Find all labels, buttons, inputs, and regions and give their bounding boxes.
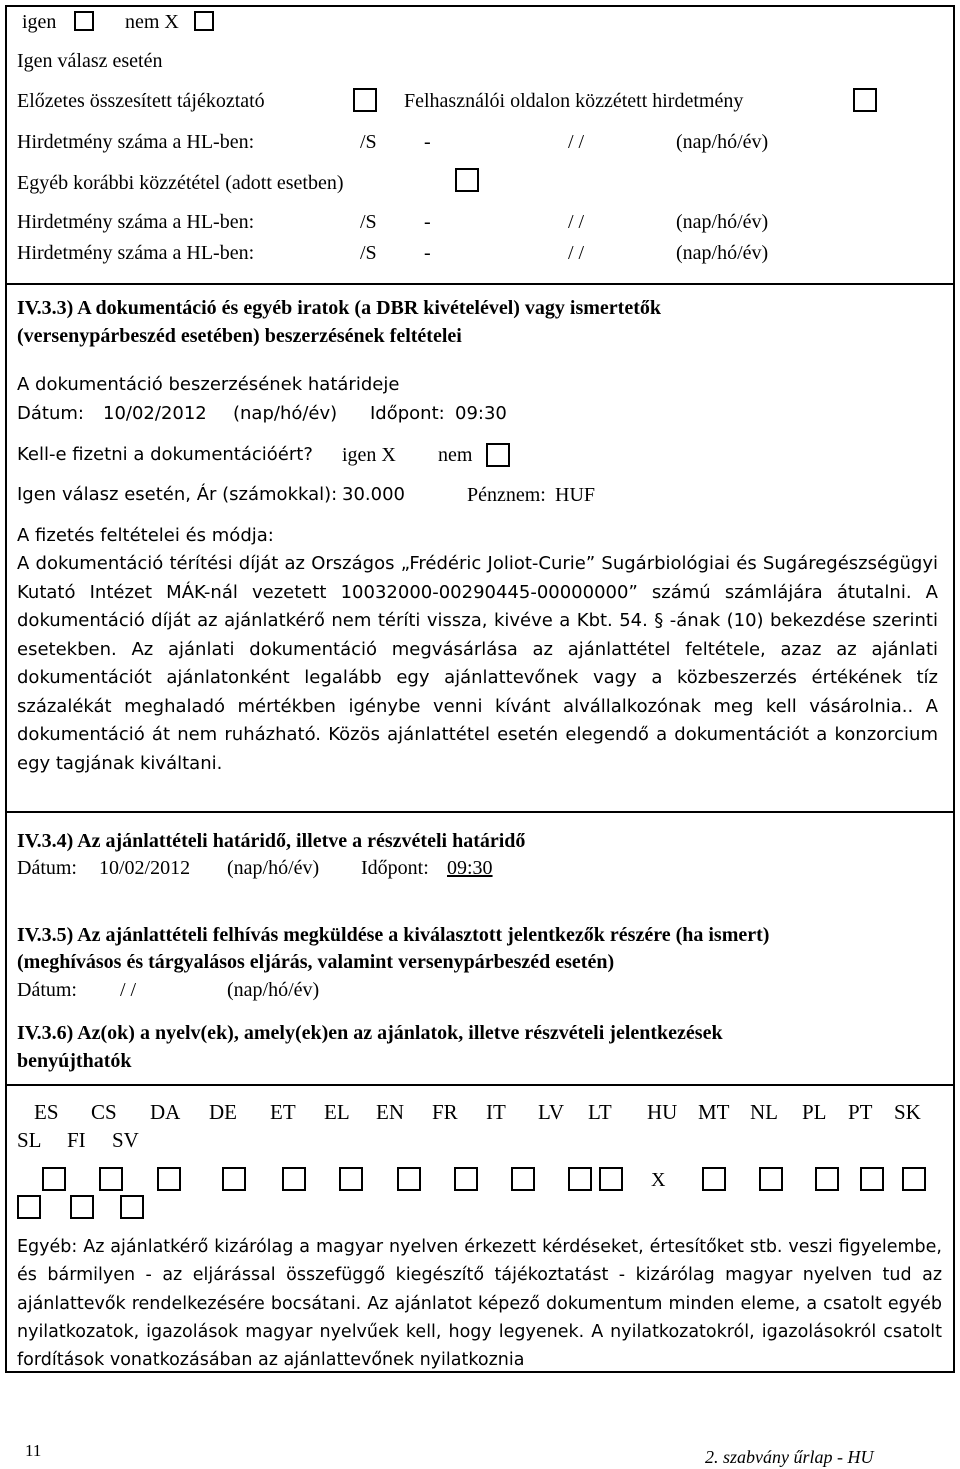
notice-date-slashes: / / bbox=[568, 211, 585, 233]
time-label: Időpont: bbox=[370, 403, 445, 424]
bid-deadline-date: 10/02/2012 bbox=[99, 857, 191, 879]
language-code: EL bbox=[324, 1100, 350, 1124]
if-yes-label: Igen válasz esetén bbox=[17, 50, 163, 72]
language-code: ES bbox=[34, 1100, 59, 1124]
prior-info-checkbox[interactable] bbox=[353, 88, 377, 112]
notice-dash: - bbox=[424, 211, 431, 233]
language-checkbox[interactable] bbox=[339, 1167, 363, 1191]
notice-s: /S bbox=[360, 131, 377, 153]
language-code: PT bbox=[848, 1100, 873, 1124]
payment-terms-text: A dokumentáció térítési díját az Országos „Frédéric Joliot-Curie” Sugárbiológiai és Sugáregészségügyi Kutató Intézet MÁK-nál vezetett 10032000-00290445-00000000” számú számlájára átutalni. A dokumentáció díját az ajánlatkérő nem téríti vissza, kivéve a Kbt. 54. § -ának (10) bekezdése szerinti esetekben. Az ajánlati dokumentáció megvásárlása az ajánlattétel feltétele, azaz az ajánlati dokumentációt ajánlatonként legalább egy ajánlattevőnek vagy a közbeszerzés értékének tíz százalékát meghaladó mértékben igénybe venni kívánt alvállalkozónak meg kell vásárolnia.. A dokumentáció át nem ruházható. Közös ajánlattétel esetén elegendő a dokumentációt a konzorcium egy tagjának kiváltani. bbox=[17, 553, 938, 774]
language-checkbox[interactable] bbox=[99, 1167, 123, 1191]
language-checkbox[interactable] bbox=[902, 1167, 926, 1191]
currency-value: HUF bbox=[555, 484, 596, 506]
no-label: nem X bbox=[125, 11, 179, 33]
date-label: Dátum: bbox=[17, 857, 77, 879]
language-code: SK bbox=[894, 1100, 921, 1124]
language-code: HU bbox=[647, 1100, 678, 1124]
notice-number-label: Hirdetmény száma a HL-ben: bbox=[17, 242, 255, 264]
invitation-date: / / bbox=[120, 979, 137, 1001]
notice-number-label: Hirdetmény száma a HL-ben: bbox=[17, 131, 255, 153]
language-checkbox[interactable] bbox=[815, 1167, 839, 1191]
date-format: (nap/hó/év) bbox=[227, 979, 320, 1001]
divider-before-languages bbox=[5, 1084, 955, 1086]
date-label: Dátum: bbox=[17, 403, 84, 424]
doc-deadline-label: A dokumentáció beszerzésének határideje bbox=[17, 374, 400, 395]
language-code: LT bbox=[588, 1100, 612, 1124]
language-code: NL bbox=[750, 1100, 778, 1124]
language-code: FR bbox=[432, 1100, 458, 1124]
language-checkbox[interactable] bbox=[759, 1167, 783, 1191]
language-code: ET bbox=[270, 1100, 296, 1124]
language-code: IT bbox=[486, 1100, 506, 1124]
pay-no-checkbox[interactable] bbox=[486, 443, 510, 467]
section-iv36-heading-cont: benyújthatók bbox=[17, 1050, 132, 1072]
language-code: MT bbox=[698, 1100, 730, 1124]
other-language-text: Egyéb: Az ajánlatkérő kizárólag a magyar nyelven érkezett kérdéseket, értesítőket stb. veszi figyelembe, és bármilyen - az eljárással összefüggő kiegészítő tájékoztatást - kizárólag magyar nyelven tud az ajánlattevők rendelkezésére bocsátani. Az ajánlatot képező dokumentum minden eleme, a csatolt egyéb nyilatkozatok, igazolások magyar nyelvűek kell, hogy legyenek. A nyilatkozatokról, igazolásokról csatolt fordítások vonatkozásában az ajánlattevőnek nyilatkoznia bbox=[17, 1237, 942, 1371]
prior-info-label: Előzetes összesített tájékoztató bbox=[17, 90, 265, 112]
language-checkbox[interactable] bbox=[568, 1167, 592, 1191]
notice-s: /S bbox=[360, 211, 377, 233]
yes-checkbox[interactable] bbox=[74, 11, 94, 31]
notice-date-slashes: / / bbox=[568, 242, 585, 264]
language-checkbox[interactable] bbox=[511, 1167, 535, 1191]
language-code: EN bbox=[376, 1100, 404, 1124]
notice-s: /S bbox=[360, 242, 377, 264]
no-checkbox[interactable] bbox=[194, 11, 214, 31]
buyer-profile-checkbox[interactable] bbox=[853, 88, 877, 112]
divider-after-iv33 bbox=[5, 811, 955, 813]
notice-date-slashes: / / bbox=[568, 131, 585, 153]
section-iv35-heading: IV.3.5) Az ajánlattételi felhívás megküldése a kiválasztott jelentkezők részére (ha ismert) bbox=[17, 924, 770, 946]
payment-terms-label: A fizetés feltételei és módja: bbox=[17, 525, 274, 546]
language-checkbox[interactable] bbox=[157, 1167, 181, 1191]
section-iv36-heading: IV.3.6) Az(ok) a nyelv(ek), amely(ek)en az ajánlatok, illetve részvételi jelentkezések bbox=[17, 1022, 723, 1044]
language-code: CS bbox=[91, 1100, 117, 1124]
language-code: DA bbox=[150, 1100, 181, 1124]
notice-dash: - bbox=[424, 131, 431, 153]
price-label: Igen válasz esetén, Ár (számokkal): bbox=[17, 484, 338, 505]
date-label: Dátum: bbox=[17, 979, 77, 1001]
doc-deadline-time: 09:30 bbox=[455, 403, 507, 424]
language-checkbox[interactable] bbox=[222, 1167, 246, 1191]
section-iv34-heading: IV.3.4) Az ajánlattételi határidő, illetve a részvételi határidő bbox=[17, 830, 526, 852]
time-label: Időpont: bbox=[361, 857, 429, 879]
language-code: FI bbox=[67, 1128, 86, 1152]
doc-deadline-date: 10/02/2012 bbox=[103, 403, 207, 424]
pay-question: Kell-e fizetni a dokumentációért? bbox=[17, 444, 313, 465]
notice-number-label: Hirdetmény száma a HL-ben: bbox=[17, 211, 255, 233]
language-checkbox[interactable] bbox=[860, 1167, 884, 1191]
other-prior-label: Egyéb korábbi közzététel (adott esetben) bbox=[17, 172, 344, 194]
language-code: SL bbox=[17, 1128, 42, 1152]
language-checkbox[interactable] bbox=[397, 1167, 421, 1191]
language-checkbox[interactable] bbox=[120, 1195, 144, 1219]
notice-dash: - bbox=[424, 242, 431, 264]
bid-deadline-time: 09:30 bbox=[447, 857, 493, 879]
language-checkbox[interactable] bbox=[702, 1167, 726, 1191]
language-code: DE bbox=[209, 1100, 237, 1124]
section-iv33-heading: IV.3.3) A dokumentáció és egyéb iratok (a DBR kivételével) vagy ismertetők bbox=[17, 297, 662, 319]
date-format: (nap/hó/év) bbox=[227, 857, 320, 879]
notice-date-format: (nap/hó/év) bbox=[676, 211, 769, 233]
language-checkbox[interactable] bbox=[599, 1167, 623, 1191]
language-checkbox[interactable] bbox=[282, 1167, 306, 1191]
currency-label: Pénznem: bbox=[467, 484, 546, 506]
form-name: 2. szabvány űrlap - HU bbox=[705, 1447, 874, 1467]
language-checkbox[interactable] bbox=[454, 1167, 478, 1191]
section-iv35-heading-cont: (meghívásos és tárgyalásos eljárás, valamint versenypárbeszéd esetén) bbox=[17, 951, 615, 973]
language-checkbox[interactable] bbox=[70, 1195, 94, 1219]
section-iv33-heading-cont: (versenypárbeszéd esetében) beszerzésének feltételei bbox=[17, 325, 462, 347]
buyer-profile-label: Felhasználói oldalon közzétett hirdetmény bbox=[404, 90, 744, 112]
language-selected-mark: X bbox=[651, 1169, 666, 1191]
price-value: 30.000 bbox=[342, 484, 405, 505]
notice-date-format: (nap/hó/év) bbox=[676, 131, 769, 153]
language-checkbox[interactable] bbox=[17, 1195, 41, 1219]
notice-date-format: (nap/hó/év) bbox=[676, 242, 769, 264]
yes-label: igen bbox=[22, 11, 57, 33]
language-code: PL bbox=[802, 1100, 827, 1124]
language-checkbox[interactable] bbox=[42, 1167, 66, 1191]
date-format: (nap/hó/év) bbox=[233, 403, 338, 424]
language-code: LV bbox=[538, 1100, 565, 1124]
other-prior-checkbox[interactable] bbox=[455, 168, 479, 192]
pay-yes: igen X bbox=[342, 444, 396, 466]
pay-no: nem bbox=[438, 444, 473, 466]
language-code: SV bbox=[112, 1128, 139, 1152]
page-number: 11 bbox=[25, 1441, 42, 1460]
